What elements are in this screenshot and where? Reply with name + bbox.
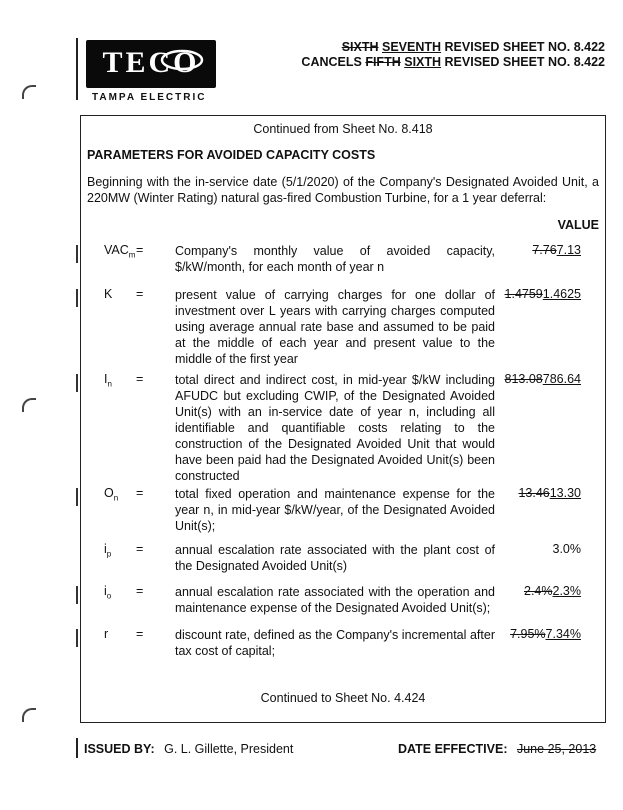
symbol-base: K [104, 287, 113, 301]
parameter-description: discount rate, defined as the Company's incremental after tax cost of capital; [175, 628, 495, 658]
parameter-description: total direct and indirect cost, in mid-year $/kW including AFUDC but excluding CWIP, of the Designated Avoided Unit(s) with an in-service date of year n, including all identifiable and quantifiable costs relating to the construction of the Designated Avoided Unit that would have been paid had the Designated Avoided Unit(s) been constructed [175, 373, 495, 483]
parameter-value [510, 627, 581, 641]
scan-mark [22, 85, 36, 99]
revision-bar [76, 488, 78, 506]
sheet-number: REVISED SHEET NO. 8.422 [441, 55, 605, 69]
parameter-description: annual escalation rate associated with the plant cost of the Designated Avoided Unit(s) [175, 543, 495, 573]
continued-from: Continued from Sheet No. 8.418 [253, 122, 433, 136]
issued-by-value: G. L. Gillette, President [164, 742, 294, 756]
old-value: 7.76 [532, 243, 557, 257]
parameter-description: annual escalation rate associated with the operation and maintenance expense of the Designated Avoided Unit(s); [175, 585, 495, 615]
value-header: VALUE [557, 218, 599, 232]
parameter-value [532, 243, 581, 257]
old-revision: SIXTH [341, 40, 379, 54]
new-value: 3.0% [552, 542, 581, 556]
footer-divider [76, 738, 78, 758]
new-value: 7.13 [556, 243, 581, 257]
symbol-base: i [104, 542, 107, 556]
parameter-description: total fixed operation and maintenance expense for the year n, in mid-year $/kW/year, of the Designated Avoided Unit(s); [175, 487, 495, 533]
logo-divider [76, 38, 78, 100]
symbol-subscript: m [128, 250, 136, 260]
symbol-base: I [104, 372, 108, 386]
new-value: 7.34% [545, 627, 581, 641]
date-effective [398, 742, 596, 756]
revision-bar [76, 586, 78, 604]
issued-by-label: ISSUED BY: [84, 742, 155, 756]
parameter-value [505, 287, 581, 301]
continued-to: Continued to Sheet No. 4.424 [260, 691, 426, 705]
old-revision: FIFTH [365, 55, 401, 69]
symbol-subscript: n [113, 493, 119, 503]
cancels-label: CANCELS [301, 55, 366, 69]
parameter-symbol [104, 486, 118, 503]
new-revision: SIXTH [404, 55, 442, 69]
sheet-number: REVISED SHEET NO. 8.422 [441, 40, 605, 54]
parameter-description: Company's monthly value of avoided capacity, $/kW/month, for each month of year n [175, 244, 495, 274]
parameter-value [553, 542, 582, 556]
revision-bar [76, 289, 78, 307]
equals-sign: = [136, 372, 144, 386]
old-value: 813.08 [504, 372, 543, 386]
equals-sign: = [136, 486, 144, 500]
old-value: 13.46 [518, 486, 550, 500]
parameter-value [505, 372, 581, 386]
equals-sign: = [136, 584, 144, 598]
symbol-subscript: o [106, 591, 112, 601]
revision-bar [76, 374, 78, 392]
parameter-description: present value of carrying charges for one dollar of investment over L years with carrying charges computed using average annual rate base and assumed to be paid at the middle of each year and present value to the middle of the first year [175, 288, 495, 366]
old-value: 7.95% [510, 627, 546, 641]
cancels-line [301, 55, 605, 70]
new-revision: SEVENTH [382, 40, 442, 54]
parameter-symbol [104, 243, 135, 260]
symbol-base: O [104, 486, 114, 500]
parameter-symbol [104, 372, 112, 389]
revision-bar [76, 629, 78, 647]
symbol-base: r [104, 627, 109, 641]
new-value: 2.3% [552, 584, 581, 598]
parameter-value [518, 486, 581, 500]
parameter-symbol [104, 287, 112, 304]
symbol-base: VAC [104, 243, 129, 257]
parameter-value [524, 584, 581, 598]
symbol-base: i [104, 584, 107, 598]
new-value: 786.64 [542, 372, 581, 386]
equals-sign: = [136, 542, 144, 556]
parameter-symbol [104, 542, 111, 559]
intro-paragraph: Beginning with the in-service date (5/1/2020) of the Company's Designated Avoided Unit, a 220MW (Winter Rating) natural gas-fired Combustion Turbine, for a 1 year deferral: [87, 175, 599, 205]
scan-mark [22, 398, 36, 412]
parameter-symbol [104, 627, 108, 644]
date-effective-label: DATE EFFECTIVE: [398, 742, 508, 756]
logo-brand: TECO [102, 46, 200, 79]
equals-sign: = [136, 627, 144, 641]
equals-sign: = [136, 243, 144, 257]
section-title: PARAMETERS FOR AVOIDED CAPACITY COSTS [87, 148, 376, 162]
logo-subtitle: TAMPA ELECTRIC [92, 92, 207, 103]
revision-bar [76, 245, 78, 263]
scan-mark [22, 708, 36, 722]
parameter-symbol [104, 584, 111, 601]
old-value: 2.4% [524, 584, 553, 598]
old-value: 1.4759 [504, 287, 543, 301]
new-value: 13.30 [549, 486, 581, 500]
new-value: 1.4625 [542, 287, 581, 301]
date-effective-old: June 25, 2013 [516, 742, 597, 756]
equals-sign: = [136, 287, 144, 301]
symbol-subscript: n [107, 379, 112, 389]
sheet-number-line [342, 40, 605, 55]
issued-by [84, 742, 293, 756]
symbol-subscript: p [106, 549, 112, 559]
